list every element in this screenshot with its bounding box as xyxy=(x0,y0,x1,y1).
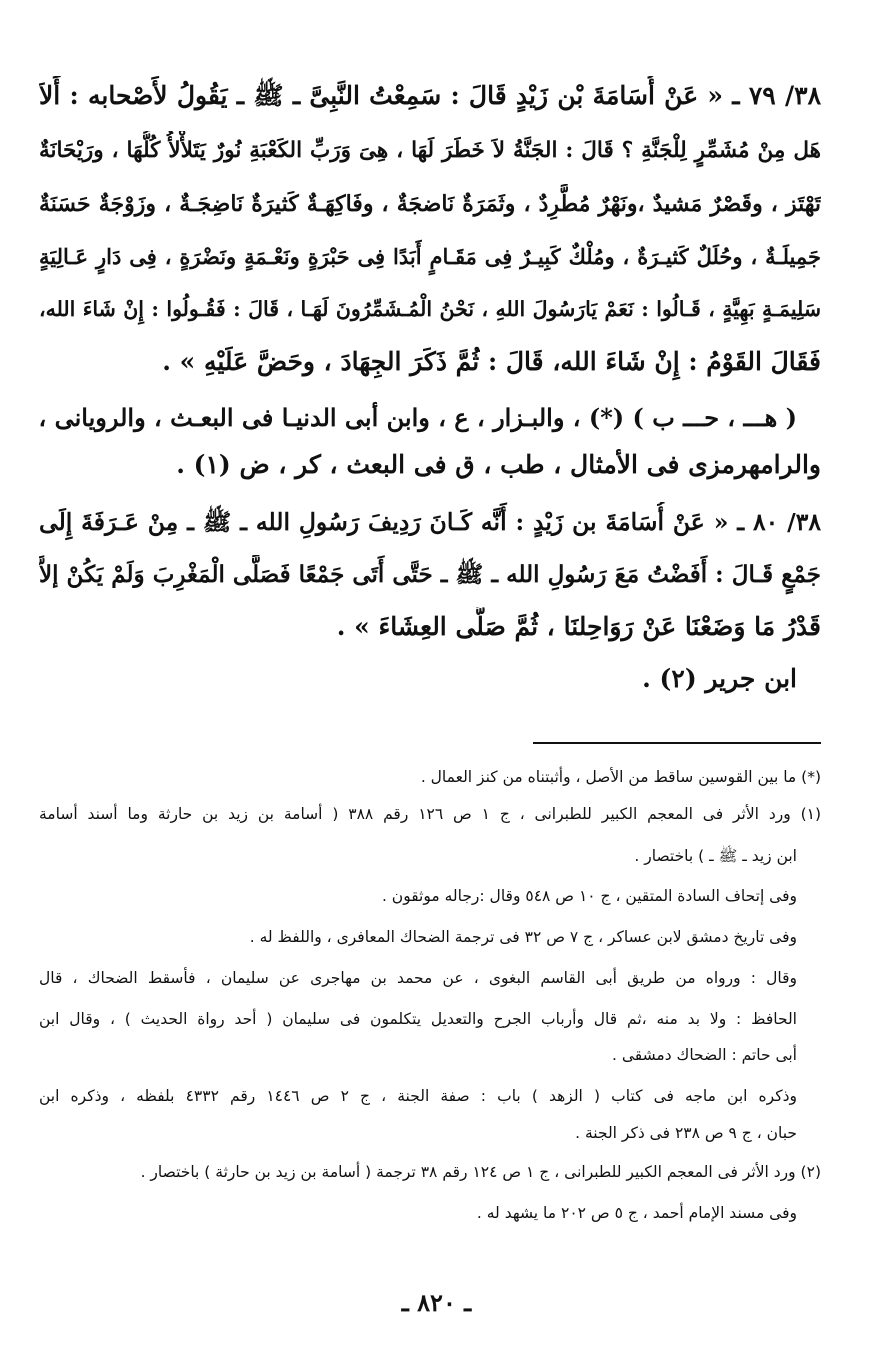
hadith-79-line-1: ٣٨/ ٧٩ ـ « عَنْ أُسَامَةَ بْن زَيْدٍ قَالَ : سَمِعْتُ النَّبِىَّ ـ ﷺ ـ يَقُولُ لأَصْحابه : أَلاَ xyxy=(39,81,821,110)
hadith-79-sources-line-2: والرامهرمزى فى الأمثال ، طب ، ق فى البعث ، كر ، ض (١) . xyxy=(176,450,821,479)
footnote-1-line-8: وذكره ابن ماجه فى كتاب ( الزهد ) باب : صفة الجنة ، ج ٢ ص ١٤٤٦ رقم ٤٣٣٢ بلفظه ، وذكره ابن xyxy=(39,1087,797,1105)
hadith-79-sources-line-1: ( هـــ ، حـــ ب ) (*) ، والبـزار ، ع ، وابن أبى الدنيـا فى البعـث ، والرويانى ، xyxy=(39,403,797,432)
page-number: ـ ٨٢٠ ـ xyxy=(401,1288,472,1317)
footnote-1-line-3: وفى إتحاف السادة المتقين ، ج ١٠ ص ٥٤٨ وقال :رجاله موثقون . xyxy=(381,887,797,905)
hadith-80-sources: ابن جرير (٢) . xyxy=(642,664,797,693)
footnote-1-line-2: ابن زيد ـ ﷺ ـ ) باختصار . xyxy=(634,847,797,865)
footnote-separator xyxy=(533,742,821,744)
footnote-1-line-4: وفى تاريخ دمشق لابن عساكر ، ج ٧ ص ٣٢ فى ترجمة الضحاك المعافرى ، واللفظ له . xyxy=(249,928,797,946)
footnote-1-line-1: (١) ورد الأثر فى المعجم الكبير للطبرانى ، ج ١ ص ١٢٦ رقم ٣٨٨ ( أسامة بن زيد بن حارثة وما أسند أسامة xyxy=(39,805,821,823)
hadith-79-line-4: جَمِيلَـةٌ ، وحُلَلٌ كَثيـرَةٌ ، ومُلْكٌ كَبِيـرٌ فِى مَقَـامٍ أَبَدًا فِى حَبْرَةٍ ونَعْـمَةٍ ونَضْرَةٍ ، فِى دَارٍ عَـالِيَةٍ xyxy=(39,244,821,269)
hadith-79-line-2: هَل مِنْ مُشَمِّرٍ لِلْجَنَّةِ ؟ قَالَ : الجَنَّةُ لاَ خَطَرَ لَهَا ، هِىَ وَرَبِّ الكَعْبَةِ نُورٌ يَتَلأْلأُ كُلُّهَا ، ورَيْحَانَةٌ xyxy=(39,138,821,163)
hadith-80-line-3: قَدْرُ مَا وَضَعْنَا عَنْ رَوَاحِلنَا ، ثُمَّ صَلَّى العِشَاءَ » . xyxy=(336,612,821,641)
footnote-2-line-1: (٢) ورد الأثر فى المعجم الكبير للطبرانى ، ج ١ ص ١٢٤ رقم ٣٨ ترجمة ( أسامة بن زيد بن حارثة ) باختصار . xyxy=(140,1163,821,1181)
hadith-79-line-5: سَلِيمَـةٍ بَهِيَّةٍ ، قَـالُوا : نَعَمْ يَارَسُولَ اللهِ ، نَحْنُ الْمُـشَمِّرُونَ لَهَـا ، قَالَ : فَقُـولُوا : إِنْ شَاءَ الله، xyxy=(39,297,821,321)
hadith-79-line-6: فَقَالَ القَوْمُ : إِنْ شَاءَ الله، قَالَ : ثُمَّ ذَكَرَ الجِهَادَ ، وحَضَّ عَلَيْهِ » . xyxy=(162,347,821,376)
footnote-2-line-2: وفى مسند الإمام أحمد ، ج ٥ ص ٢٠٢ ما يشهد له . xyxy=(476,1204,797,1222)
footnote-1-line-5: وقال : ورواه من طريق أبى القاسم البغوى ، عن محمد بن مهاجرى عن سليمان ، فأسقط الضحاك ، قال xyxy=(39,969,797,987)
footnote-1-line-7: أبى حاتم : الضحاك دمشقى . xyxy=(611,1046,797,1064)
hadith-80-line-2: جَمْعٍ قَـالَ : أَفَضْتُ مَعَ رَسُولِ الله ـ ﷺ ـ حَتَّى أَتَى جَمْعًا فَصَلَّى الْمَغْرِبَ وَلَمْ يَكُنْ إلاَّ xyxy=(39,561,821,588)
hadith-80-line-1: ٣٨/ ٨٠ ـ « عَنْ أُسَامَةَ بن زَيْدٍ : أَنَّه كَـانَ رَدِيفَ رَسُولِ الله ـ ﷺ ـ مِنْ عَـرَفَةَ إِلَى xyxy=(39,508,821,536)
footnote-star: (*) ما بين القوسين ساقط من الأصل ، وأثبتناه من كنز العمال . xyxy=(420,768,821,786)
footnote-1-line-6: الحافظ : ولا بد منه ،ثم قال وأرباب الجرح والتعديل يتكلمون فى سليمان ( أحد رواة الحديث ) ، وقال ابن xyxy=(39,1010,797,1028)
footnote-1-line-9: حبان ، ج ٩ ص ٢٣٨ فى ذكر الجنة . xyxy=(575,1124,797,1142)
hadith-79-line-3: تَهْتَز ، وقَصْرٌ مَشيدٌ ،ونَهْرٌ مُطَّرِدٌ ، وثَمَرَةٌ نَاضجَةٌ ، وفَاكِهَـةٌ كَثيرَةٌ نَاضِجَـةٌ ، وزَوْجَةٌ حَسَنَةٌ xyxy=(39,191,821,217)
